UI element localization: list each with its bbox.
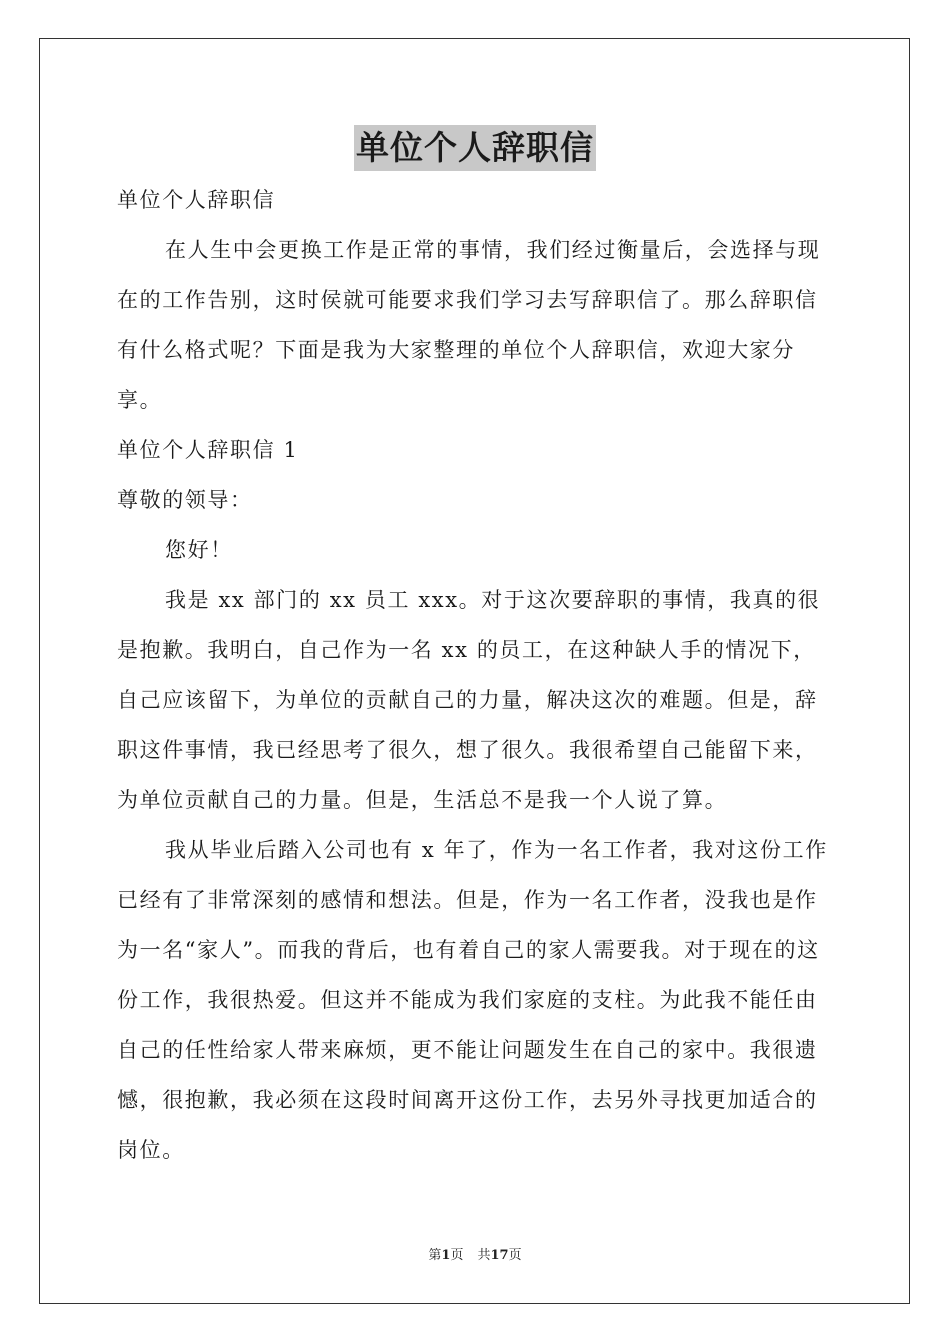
- page-current: 1: [441, 1248, 451, 1263]
- body-paragraph-2: 我从毕业后踏入公司也有 x 年了，作为一名工作者，我对这份工作已经有了非常深刻的感情和想法。但是，作为一名工作者，没我也是作为一名“家人”。而我的背后，也有着自己的家人需要我。对于现在的这份工作，我很热爱。但这并不能成为我们家庭的支柱。为此我不能任由自己的任性给家人带来麻烦，更不能让问题发生在自己的家中。我很遗憾，很抱歉，我必须在这段时间离开这份工作，去另外寻找更加适合的岗位。: [117, 838, 828, 1162]
- document-subtitle: 单位个人辞职信: [117, 188, 276, 212]
- total-suffix: 页: [508, 1248, 522, 1263]
- body-paragraph-1: 我是 xx 部门的 xx 员工 xxx。对于这次要辞职的事情，我真的很是抱歉。我明白，自己作为一名 xx 的员工，在这种缺人手的情况下，自己应该留下，为单位的贡献自己的力量，解决这次的难题。但是，辞职这件事情，我已经思考了很久，想了很久。我很希望自己能留下来，为单位贡献自己的力量。但是，生活总不是我一个人说了算。: [117, 588, 821, 812]
- intro-paragraph: 在人生中会更换工作是正常的事情，我们经过衡量后，会选择与现在的工作告别，这时侯就可能要求我们学习去写辞职信了。那么辞职信有什么格式呢？下面是我为大家整理的单位个人辞职信，欢迎大家分享。: [117, 238, 821, 412]
- document-body: [117, 175, 835, 1175]
- title-wrap: [0, 125, 950, 171]
- greeting: 您好！: [165, 538, 233, 562]
- page-total: 17: [490, 1248, 509, 1263]
- salutation: 尊敬的领导：: [117, 488, 253, 512]
- page-footer: [0, 1246, 950, 1266]
- page-prefix: 第: [428, 1248, 442, 1263]
- document-title: 单位个人辞职信: [354, 125, 596, 171]
- total-prefix: 共: [477, 1248, 491, 1263]
- section-heading: 单位个人辞职信 1: [117, 438, 299, 462]
- page-suffix: 页: [450, 1248, 464, 1263]
